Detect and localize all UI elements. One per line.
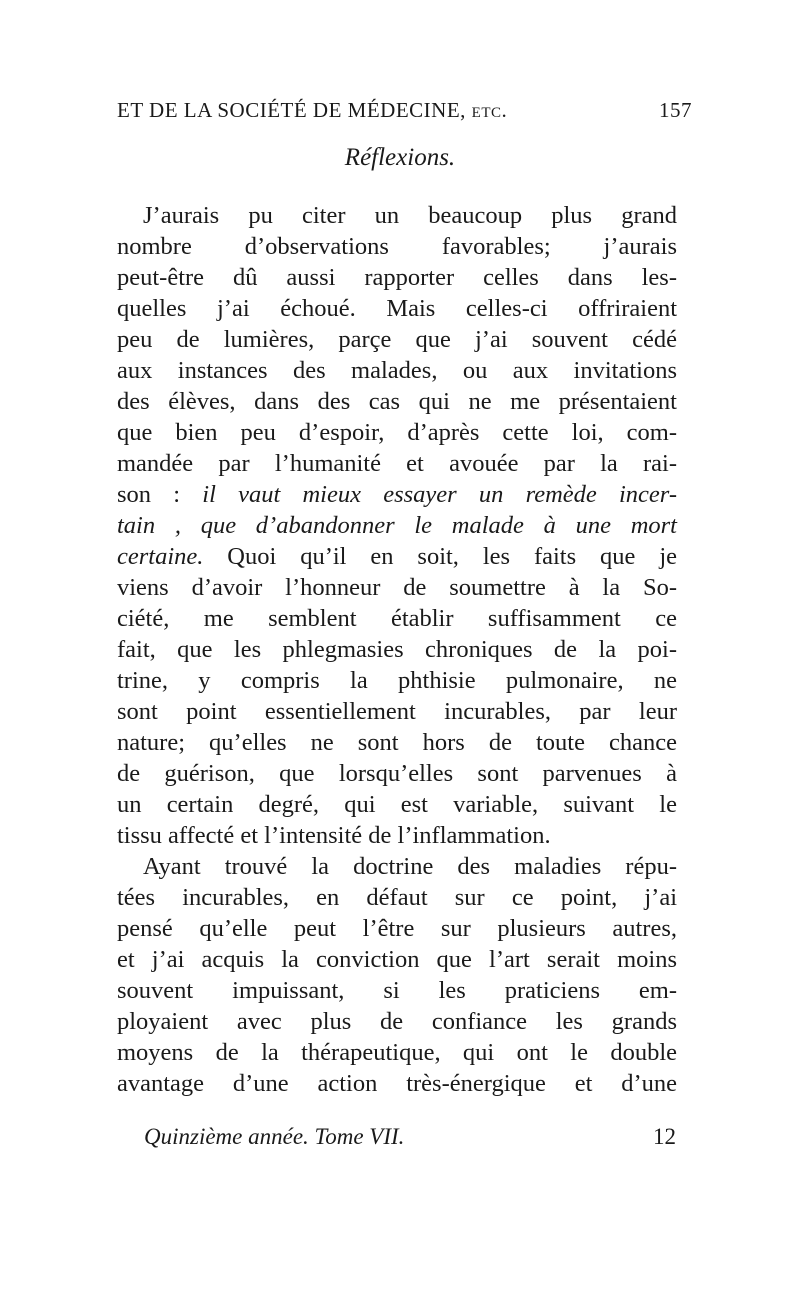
- italic-quote: certaine.: [117, 543, 204, 570]
- text-run: Quoi qu’il en soit, les faits que je: [203, 543, 677, 570]
- text-line: tées incurables, en défaut sur ce point, j’ai: [117, 884, 677, 911]
- text-line: souvent impuissant, si les praticiens em-: [117, 977, 677, 1004]
- section-title: Réflexions.: [344, 144, 456, 171]
- text-line: aux instances des malades, ou aux invitations: [117, 357, 677, 384]
- body-text: [117, 200, 677, 1099]
- text-line: mandée par l’humanité et avouée par la rai-: [117, 450, 677, 477]
- text-line: fait, que les phlegmasies chroniques de la poi-: [117, 636, 677, 663]
- running-head: [117, 98, 692, 123]
- text-line: ciété, me semblent établir suffisamment ce: [117, 605, 677, 632]
- italic-quote: tain , que d’abandonner le malade à une mort: [117, 512, 677, 539]
- text-line: avantage d’une action très-énergique et d’une: [117, 1070, 677, 1097]
- text-line: nature; qu’elles ne sont hors de toute chance: [117, 729, 677, 756]
- page-number: 157: [659, 98, 692, 122]
- text-line: J’aurais pu citer un beaucoup plus grand: [143, 202, 677, 229]
- text-line: [117, 541, 677, 572]
- volume-signature: Quinzième année. Tome VII.: [144, 1124, 405, 1149]
- running-title: ET DE LA SOCIÉTÉ DE MÉDECINE, etc.: [117, 98, 508, 122]
- text-line: peu de lumières, parçe que j’ai souvent cédé: [117, 326, 677, 353]
- text-run: son :: [117, 481, 203, 508]
- italic-quote: il vaut mieux essayer un remède incer-: [202, 481, 677, 508]
- text-line: nombre d’observations favorables; j’aurais: [117, 233, 677, 260]
- text-line: peut-être dû aussi rapporter celles dans les-: [117, 264, 677, 291]
- text-line: quelles j’ai échoué. Mais celles-ci offriraient: [117, 295, 677, 322]
- text-line: moyens de la thérapeutique, qui ont le double: [117, 1039, 677, 1066]
- text-line: de guérison, que lorsqu’elles sont parvenues à: [117, 760, 677, 787]
- text-line: et j’ai acquis la conviction que l’art serait moins: [117, 946, 677, 973]
- text-line: ployaient avec plus de confiance les grands: [117, 1008, 677, 1035]
- signature-number: 12: [653, 1124, 676, 1149]
- text-line: un certain degré, qui est variable, suivant le: [117, 791, 677, 818]
- text-line: viens d’avoir l’honneur de soumettre à la So-: [117, 574, 677, 601]
- text-line: tissu affecté et l’intensité de l’inflammation.: [117, 822, 551, 849]
- text-line: pensé qu’elle peut l’être sur plusieurs autres,: [117, 915, 677, 942]
- text-line: trine, y compris la phthisie pulmonaire, ne: [117, 667, 677, 694]
- text-line: [117, 510, 677, 541]
- text-line: Ayant trouvé la doctrine des maladies répu-: [143, 853, 677, 880]
- text-line: que bien peu d’espoir, d’après cette loi, com-: [117, 419, 677, 446]
- text-line: des élèves, dans des cas qui ne me présentaient: [117, 388, 677, 415]
- text-line: [117, 479, 677, 510]
- text-line: sont point essentiellement incurables, par leur: [117, 698, 677, 725]
- signature-line: [144, 1124, 676, 1150]
